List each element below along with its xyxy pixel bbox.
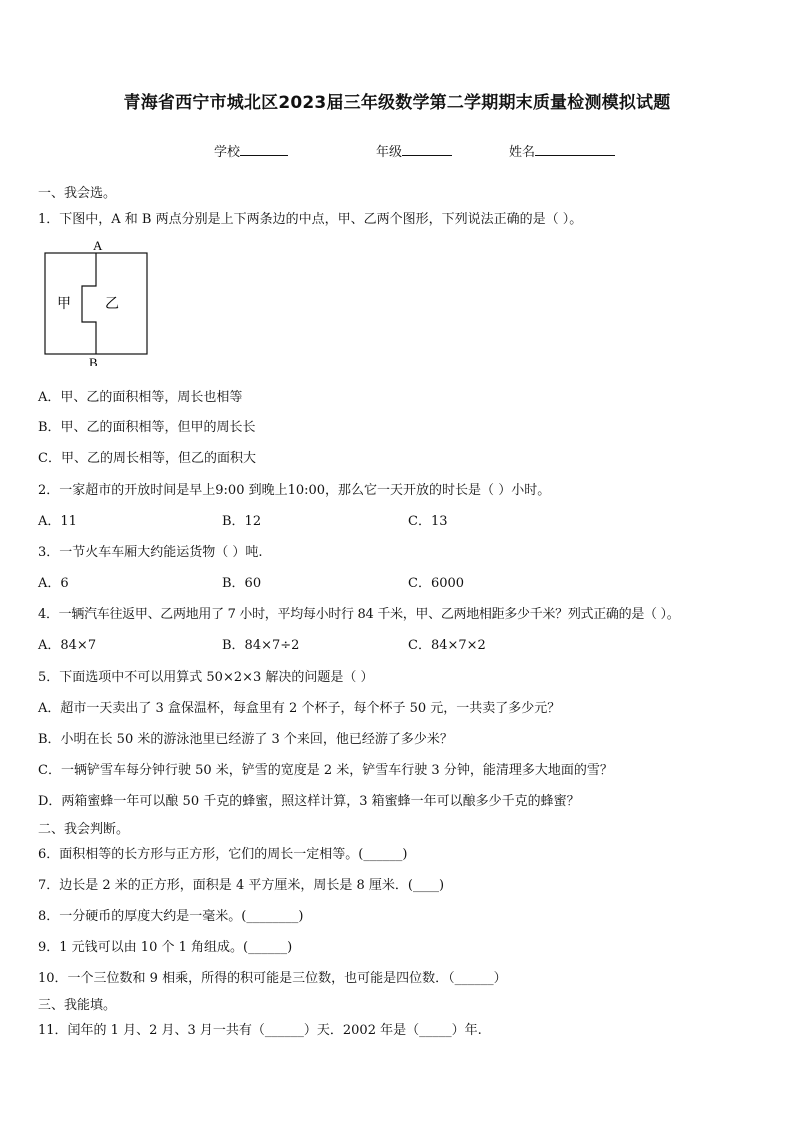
question-5-option-a: A．超市一天卖出了 3 盒保温杯，每盒里有 2 个杯子，每个杯子 50 元，一共卖了多少元？ (38, 701, 561, 716)
section-heading-3: 三、我能填。 (38, 998, 117, 1013)
question-3-option-c: C．6000 (408, 576, 465, 591)
grade-label: 年级 (376, 145, 403, 160)
question-3: 3．一节火车车厢大约能运货物（ ）吨. (38, 545, 263, 560)
question-5: 5．下面选项中不可以用算式 50×2×3 解决的问题是（ ） (38, 670, 374, 685)
question-2-option-b: B．12 (222, 514, 262, 529)
question-8: 8．一分硬币的厚度大约是一毫米。(________) (38, 909, 304, 924)
question-2-option-a: A．11 (38, 514, 77, 529)
question-1: 1．下图中，A 和 B 两点分别是上下两条边的中点，甲、乙两个图形，下列说法正确的是（ ）。 (38, 212, 583, 227)
name-blank (535, 142, 615, 156)
section-heading-2: 二、我会判断。 (38, 822, 130, 837)
question-1-option-b: B．甲、乙的面积相等，但甲的周长长 (38, 420, 256, 435)
question-5-option-c: C．一辆铲雪车每分钟行驶 50 米，铲雪的宽度是 2 米，铲雪车行驶 3 分钟，能清理多大地面的雪？ (38, 763, 613, 778)
figure-label-b: B (89, 355, 98, 366)
figure-label-yi: 乙 (105, 296, 119, 312)
question-10: 10．一个三位数和 9 相乘，所得的积可能是三位数，也可能是四位数．（______） (38, 971, 507, 986)
question-4-option-b: B．84×7÷2 (222, 638, 300, 653)
question-11: 11．闰年的 1 月、2 月、3 月一共有（______）天．2002 年是（_____）年. (38, 1023, 482, 1038)
question-4: 4．一辆汽车往返甲、乙两地用了 7 小时，平均每小时行 84 千米，甲、乙两地相距多少千米？列式正确的是（ ）。 (38, 607, 680, 622)
figure-divider-line (82, 253, 96, 354)
question-5-option-d: D．两箱蜜蜂一年可以酿 50 千克的蜂蜜，照这样计算，3 箱蜜蜂一年可以酿多少千克的蜂蜜？ (38, 794, 580, 809)
name-field (509, 141, 615, 160)
question-5-option-b: B．小明在长 50 米的游泳池里已经游了 3 个来回，他已经游了多少米？ (38, 732, 453, 747)
question-6: 6．面积相等的长方形与正方形，它们的周长一定相等。(______) (38, 847, 408, 862)
question-9: 9．1 元钱可以由 10 个 1 角组成。(______) (38, 940, 293, 955)
figure-label-jia: 甲 (57, 296, 71, 312)
question-1-option-a: A．甲、乙的面积相等，周长也相等 (38, 390, 243, 405)
school-blank (240, 142, 288, 156)
question-4-option-c: C．84×7×2 (408, 638, 486, 653)
grade-field (376, 141, 452, 160)
question-3-option-b: B．60 (222, 576, 262, 591)
school-field (214, 141, 288, 160)
question-2-option-c: C．13 (408, 514, 448, 529)
question-4-option-a: A．84×7 (38, 638, 97, 653)
question-3-option-a: A．6 (38, 576, 69, 591)
question-7: 7．边长是 2 米的正方形，面积是 4 平方厘米，周长是 8 厘米．(____) (38, 878, 445, 893)
question-2: 2．一家超市的开放时间是早上9:00 到晚上10:00，那么它一天开放的时长是（ ）小时。 (38, 483, 551, 498)
school-label: 学校 (214, 145, 241, 160)
grade-blank (402, 142, 452, 156)
name-label: 姓名 (509, 145, 536, 160)
section-heading-1: 一、我会选。 (38, 186, 117, 201)
question-1-option-c: C．甲、乙的周长相等，但乙的面积大 (38, 451, 256, 466)
question-1-figure (40, 236, 156, 366)
figure-label-a: A (93, 238, 103, 253)
page-title: 青海省西宁市城北区2023届三年级数学第二学期期末质量检测模拟试题 (123, 93, 671, 113)
